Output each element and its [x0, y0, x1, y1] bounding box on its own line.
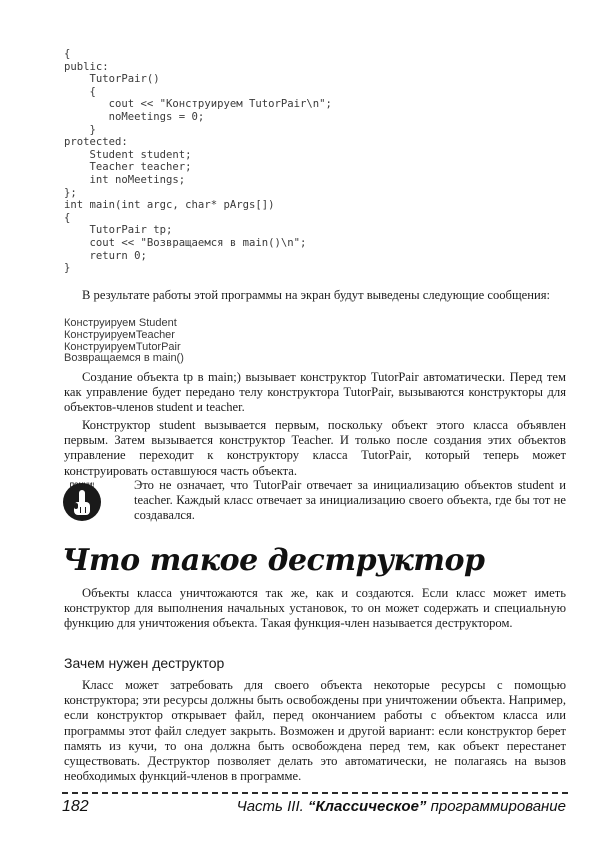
code-line: return 0; [64, 249, 147, 262]
code-line: int main(int argc, char* pArgs[]) [64, 199, 275, 212]
output-line: Конструируем Student [64, 317, 177, 329]
paragraph-constructor-call: Создание объекта tp в main;) вызывает конструктор TutorPair автоматически. Перед тем как управление будет передано телу конструктора TutorPair, вызываются конструкторы для объектов-членов student и teacher. [64, 370, 566, 415]
program-output [64, 318, 364, 365]
note-icon-label: ПОМНИ! [69, 483, 95, 489]
footer-part-label: Часть III. [236, 798, 304, 815]
footer-divider [62, 792, 568, 794]
output-line: Возвращаемся в main() [64, 352, 184, 365]
remember-hand-icon [60, 476, 104, 524]
code-line: { [64, 211, 71, 224]
code-line: }; [64, 186, 77, 199]
footer-part-rest: программирование [430, 798, 566, 815]
code-listing [64, 48, 564, 275]
footer-part-title: “Классическое” [307, 798, 427, 815]
code-line: Teacher teacher; [64, 161, 192, 174]
code-line: { [64, 48, 71, 60]
code-line: int noMeetings; [64, 173, 186, 186]
running-footer [237, 798, 566, 815]
code-line: } [64, 123, 96, 136]
paragraph-output-intro: В результате работы этой программы на экран будут выведены следующие сообщения: [82, 288, 551, 302]
paragraph-destructor-need: Класс может затребовать для своего объекта некоторые ресурсы с помощью конструктора; эти ресурсы должны быть освобождены при уничтожении объекта. Например, если конструктор открывает файл, перед окончанием работы с объектом класса или программы этот файл следует закрыть. Возможен и другой вариант: если конструктор берет память из кучи, то она должна быть освобождена перед тем, как объект перестанет существовать. Деструктор позволяет делать это автоматически, не полагаясь на вызов необходимых функций-членов в программе. [64, 678, 566, 784]
note-text: Это не означает, что TutorPair отвечает за инициализацию объектов student и teacher. Каждый класс отвечает за инициализацию своего объекта, где бы тот не создавался. [134, 478, 566, 523]
code-line: noMeetings = 0; [64, 110, 205, 123]
code-line: public: [64, 60, 109, 73]
subheading: Зачем нужен деструктор [64, 655, 225, 671]
code-line: TutorPair() [64, 73, 160, 86]
code-line: cout << "Возвращаемся в main()\n"; [64, 236, 307, 249]
code-line: Student student; [64, 148, 192, 161]
code-line: { [64, 85, 96, 98]
code-line: TutorPair tp; [64, 224, 173, 237]
code-line: protected: [64, 136, 128, 149]
paragraph-constructor-order: Конструктор student вызывается первым, поскольку объект этого класса объявлен первым. Затем вызывается конструктор Teacher. И только после создания этих объектов управление переходит к конструктору класса TutorPair, который теперь может конструировать оставшуюся часть объекта. [64, 418, 566, 478]
output-line: КонструируемTeacher [64, 328, 175, 341]
paragraph-destructor-intro: Объекты класса уничтожаются так же, как и создаются. Если класс может иметь конструктор для выполнения начальных установок, то он может содержать и специальную функцию для уничтожения объекта. Такая функция-член называется деструктором. [64, 586, 566, 631]
output-line: КонструируемTutorPair [64, 340, 181, 353]
code-line: } [64, 262, 71, 275]
section-heading: Что такое деструктор [62, 543, 485, 578]
code-line: cout << "Конструируем TutorPair\n"; [64, 98, 332, 111]
page-number: 182 [62, 798, 89, 815]
